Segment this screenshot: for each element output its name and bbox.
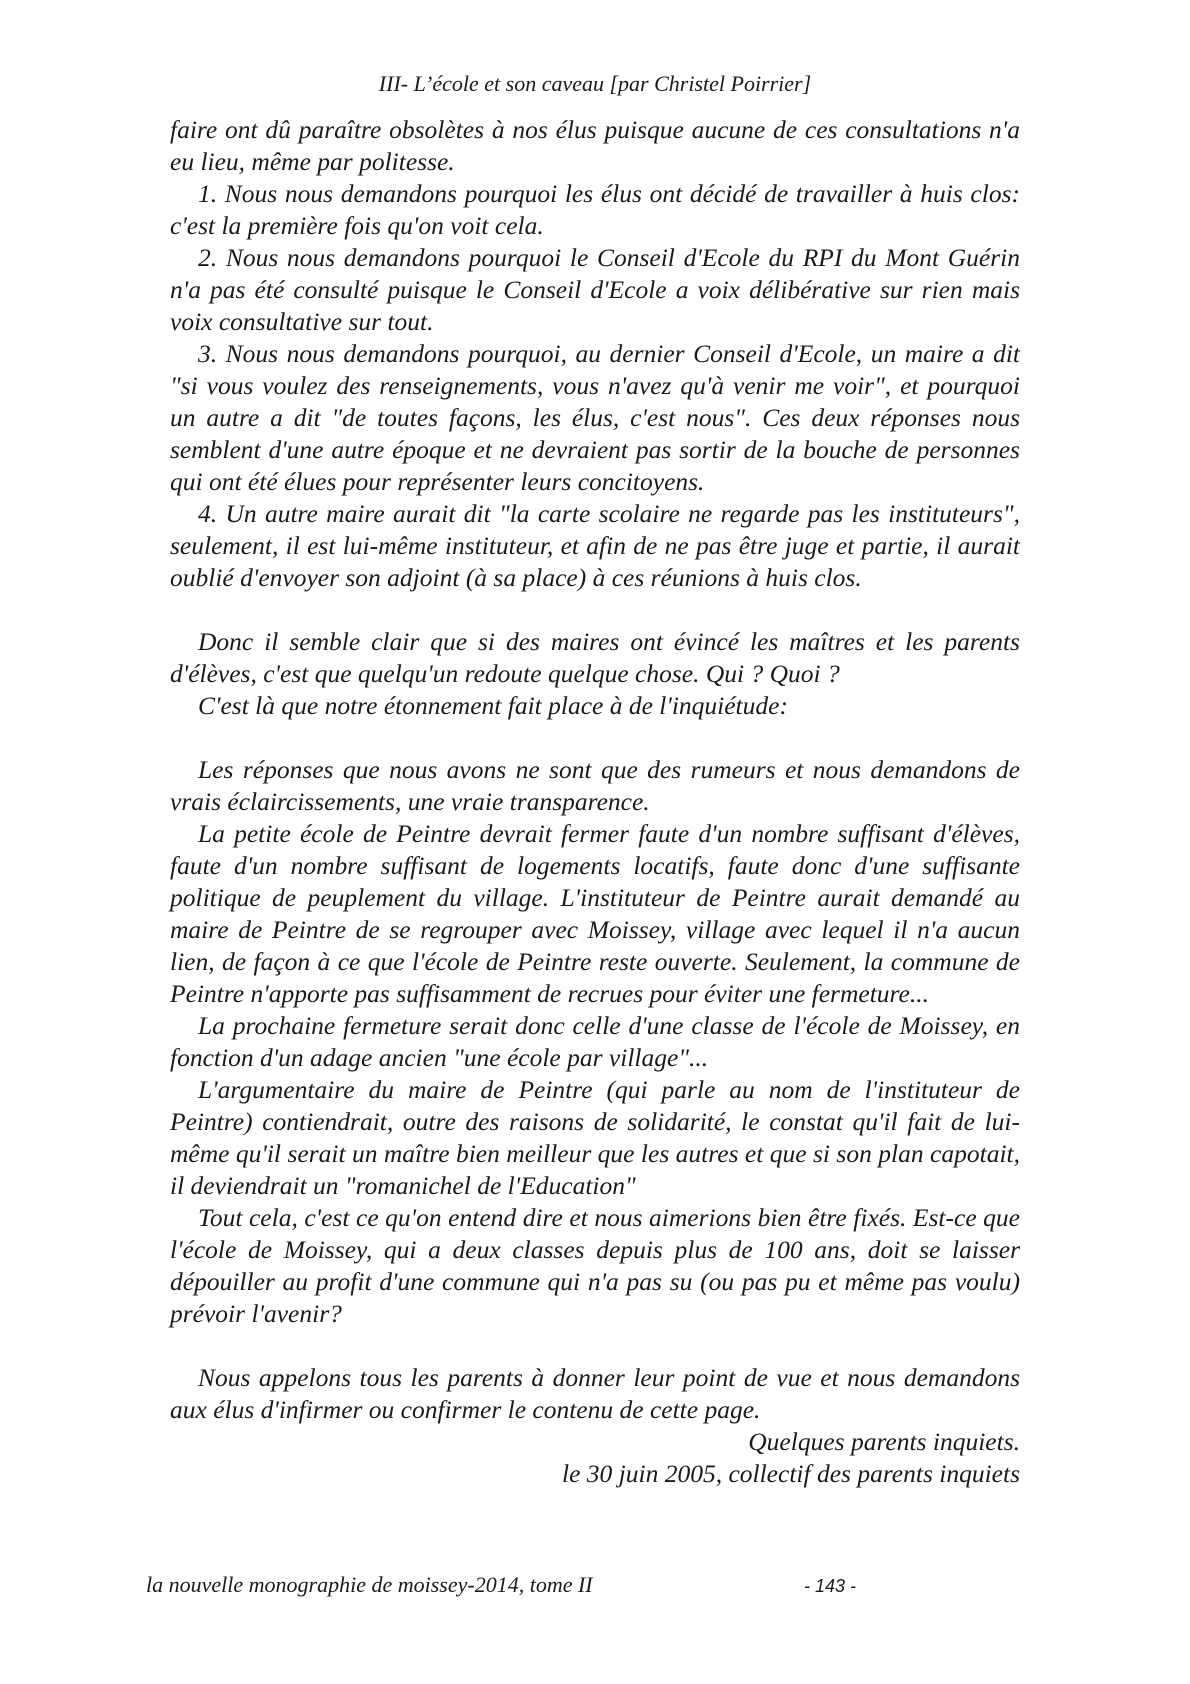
- paragraph-gap: [170, 594, 1020, 626]
- paragraph-point-3: 3. Nous nous demandons pourquoi, au dernier Conseil d'Ecole, un maire a dit "si vous voulez des renseignements, vous n'avez qu'à venir me voir", et pourquoi un autre a dit "de toutes façons, les élus, c'est nous". Ces deux réponses nous semblent d'une autre époque et ne devraient pas sortir de la bouche de personnes qui ont été élues pour représenter leurs concitoyens.: [170, 339, 1020, 496]
- paragraph-gap: [170, 722, 1020, 754]
- paragraph-appel: Nous appelons tous les parents à donner leur point de vue et nous demandons aux élus d'infirmer ou confirmer le contenu de cette page.: [170, 1363, 1020, 1424]
- paragraph-donc: Donc il semble clair que si des maires ont évincé les maîtres et les parents d'élèves, c'est que quelqu'un redoute quelque chose. Qui ? Quoi ?: [170, 627, 1020, 688]
- paragraph-inquietude: C'est là que notre étonnement fait place à de l'inquiétude:: [198, 691, 788, 720]
- date-line: le 30 juin 2005, collectif des parents inquiets: [562, 1459, 1020, 1488]
- paragraph-gap: [170, 1330, 1020, 1362]
- paragraph-argumentaire: L'argumentaire du maire de Peintre (qui parle au nom de l'instituteur de Peintre) contiendrait, outre des raisons de solidarité, le constat qu'il fait de lui-même qu'il serait un maître bien meilleur que les autres et que si son plan capotait, il deviendrait un "romanichel de l'Education": [170, 1075, 1020, 1200]
- paragraph-rumeurs: Les réponses que nous avons ne sont que des rumeurs et nous demandons de vrais éclaircissements, une vraie transparence.: [170, 755, 1020, 816]
- paragraph-point-2: 2. Nous nous demandons pourquoi le Conseil d'Ecole du RPI du Mont Guérin n'a pas été consulté puisque le Conseil d'Ecole a voix délibérative sur rien mais voix consultative sur tout.: [170, 243, 1020, 336]
- paragraph-point-1: 1. Nous nous demandons pourquoi les élus ont décidé de travailler à huis clos: c'est la première fois qu'on voit cela.: [170, 179, 1020, 240]
- paragraph-point-4: 4. Un autre maire aurait dit "la carte scolaire ne regarde pas les instituteurs", seulement, il est lui-même instituteur, et afin de ne pas être juge et partie, il aurait oublié d'envoyer son adjoint (à sa place) à ces réunions à huis clos.: [170, 499, 1020, 592]
- signature: Quelques parents inquiets.: [748, 1427, 1020, 1456]
- paragraph-fermeture: La prochaine fermeture serait donc celle d'une classe de l'école de Moissey, en fonction d'un adage ancien "une école par village"...: [170, 1011, 1020, 1072]
- paragraph-continuation: faire ont dû paraître obsolètes à nos élus puisque aucune de ces consultations n'a eu lieu, même par politesse.: [170, 115, 1020, 176]
- footer-publication: la nouvelle monographie de moissey-2014, tome II: [146, 1572, 593, 1597]
- paragraph-tout-cela: Tout cela, c'est ce qu'on entend dire et nous aimerions bien être fixés. Est-ce que l'école de Moissey, qui a deux classes depuis plus de 100 ans, doit se laisser dépouiller au profit d'une commune qui n'a pas su (ou pas pu et même pas voulu) prévoir l'avenir?: [170, 1203, 1020, 1328]
- page-number: - 143 -: [804, 1576, 857, 1596]
- paragraph-peintre: La petite école de Peintre devrait fermer faute d'un nombre suffisant d'élèves, faute d'un nombre suffisant de logements locatifs, faute donc d'une suffisante politique de peuplement du village. L'instituteur de Peintre aurait demandé au maire de Peintre de se regrouper avec Moissey, village avec lequel il n'a aucun lien, de façon à ce que l'école de Peintre reste ouverte. Seulement, la commune de Peintre n'apporte pas suffisamment de recrues pour éviter une fermeture...: [170, 819, 1020, 1008]
- page-header: III- L’école et son caveau [par Christel Poirrier]: [378, 71, 812, 96]
- document-body: [170, 114, 1020, 1490]
